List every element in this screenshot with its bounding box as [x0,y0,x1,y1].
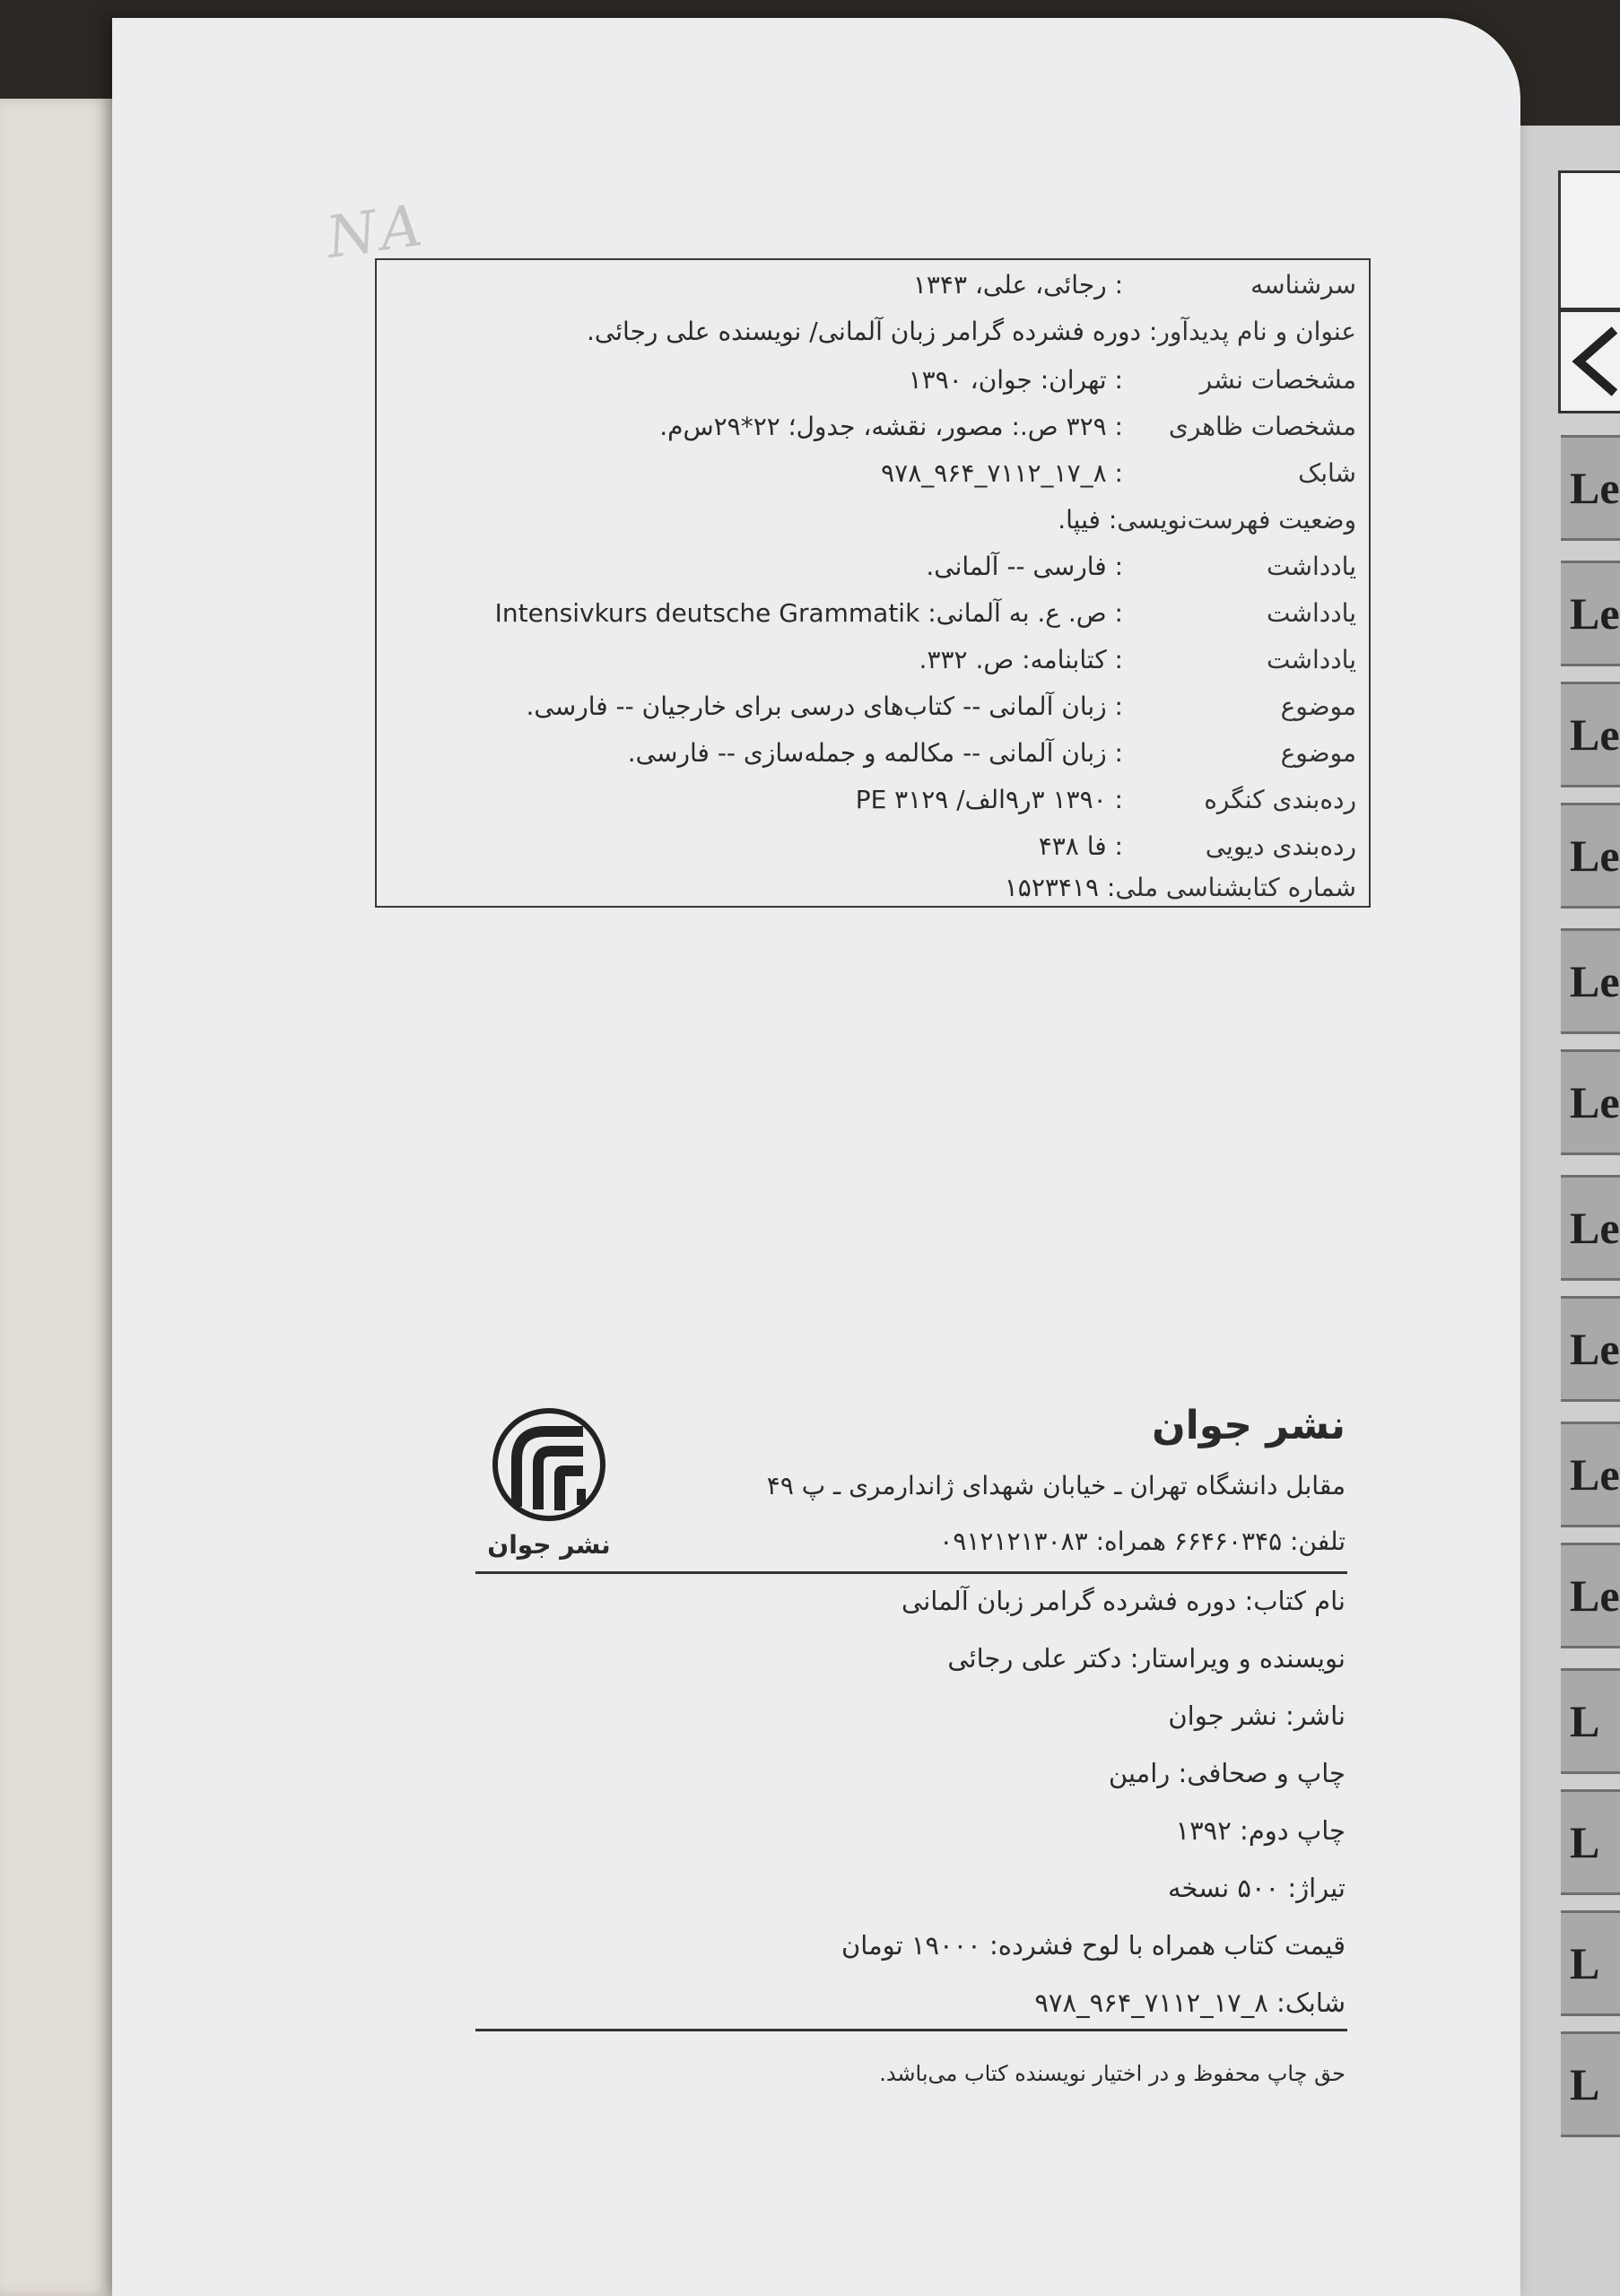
cip-row: یادداشت : کتابنامه: ص. ۳۳۲. [919,645,1356,674]
isbn-line: شابک: ۸_۱۷_۷۱۱۲_۹۶۴_۹۷۸ [1034,1987,1346,2018]
pencil-note: NA [322,192,430,273]
side-tab: Le [1561,435,1620,541]
side-tab: L [1561,2031,1620,2137]
publisher-name: نشر جوان [1152,1403,1346,1448]
divider [475,1571,1347,1574]
book-title-line: نام کتاب: دوره فشرده گرامر زبان آلمانی [901,1586,1346,1616]
publisher-logo [486,1406,612,1568]
cip-row: یادداشت : ص. ع. به آلمانی: Intensivkurs deutsche Grammatik [494,598,1356,628]
publisher-section [475,1381,1372,2086]
side-tab: Le [1561,1175,1620,1281]
cip-row: عنوان و نام پدیدآور : دوره فشرده گرامر زبان آلمانی/ نویسنده علی رجائی. [587,317,1356,346]
cip-row: وضعیت فهرست‌نویسی : فیپا. [1058,505,1356,535]
printing-line: چاپ و صحافی: رامین [1108,1758,1346,1788]
copyright-notice: حق چاپ محفوظ و در اختیار نویسنده کتاب می‌باشد. [879,2061,1346,2086]
side-tab: Le [1561,928,1620,1034]
side-tab: L [1561,1668,1620,1774]
side-tab: L [1561,1910,1620,2016]
publisher-phone: تلفن: ۶۶۴۶۰۳۴۵ همراه: ۰۹۱۲۱۲۱۳۰۸۳ [939,1526,1346,1556]
side-tab: Le [1561,1296,1620,1402]
side-tab: L [1561,1789,1620,1895]
side-tab: Le [1561,1543,1620,1648]
side-tab: Le [1561,1049,1620,1155]
price-line: قیمت کتاب همراه با لوح فشرده: ۱۹۰۰۰ تومان [840,1930,1346,1961]
divider [475,2029,1347,2031]
cip-row: یادداشت : فارسی -- آلمانی. [926,552,1356,581]
side-tab: Le [1561,561,1620,666]
cip-row: موضوع : زبان آلمانی -- کتاب‌های درسی برای خارجیان -- فارسی. [526,691,1356,721]
cip-row: رده‌بندی کنگره : ۱۳۹۰ ۳ر۹الف/ ۳۱۲۹ PE [855,785,1356,814]
logo-caption: نشر جوان [487,1530,611,1560]
side-tab: Le [1561,682,1620,787]
chevron-left-icon [1558,309,1620,413]
cip-row: سرشناسه : رجائی، علی، ۱۳۴۳ [912,270,1356,300]
book-top-box [1558,170,1620,310]
cip-row: مشخصات ظاهری : ۳۲۹ ص.: مصور، نقشه، جدول؛ ۲۲*۲۹س‌م. [659,412,1356,441]
author-line: نویسنده و ویراستار: دکتر علی رجائی [947,1643,1346,1674]
print-run-line: تیراژ: ۵۰۰ نسخه [1167,1873,1346,1903]
adjacent-page-edge [0,99,121,2296]
publisher-line: ناشر: نشر جوان [1168,1700,1346,1731]
side-tab: Le [1561,803,1620,909]
javan-logo-icon [486,1406,612,1523]
publisher-address: مقابل دانشگاه تهران ـ خیابان شهدای ژاندارمری ـ پ ۴۹ [766,1471,1346,1500]
cataloging-box [375,258,1371,908]
cip-row: شماره کتابشناسی ملی : ۱۵۲۳۴۱۹ [1004,873,1356,902]
adjacent-book [1507,126,1620,2296]
cip-row: مشخصات نشر : تهران: جوان، ۱۳۹۰ [908,365,1356,395]
cip-row: موضوع : زبان آلمانی -- مکالمه و جمله‌سازی -- فارسی. [627,738,1356,768]
cip-row: شابک : ۸_۱۷_۷۱۱۲_۹۶۴_۹۷۸ [881,458,1356,488]
edition-line: چاپ دوم: ۱۳۹۲ [1175,1815,1346,1846]
cip-row: رده‌بندی دیویی : فا ۴۳۸ [1038,831,1356,861]
side-tab: Le [1561,1422,1620,1527]
